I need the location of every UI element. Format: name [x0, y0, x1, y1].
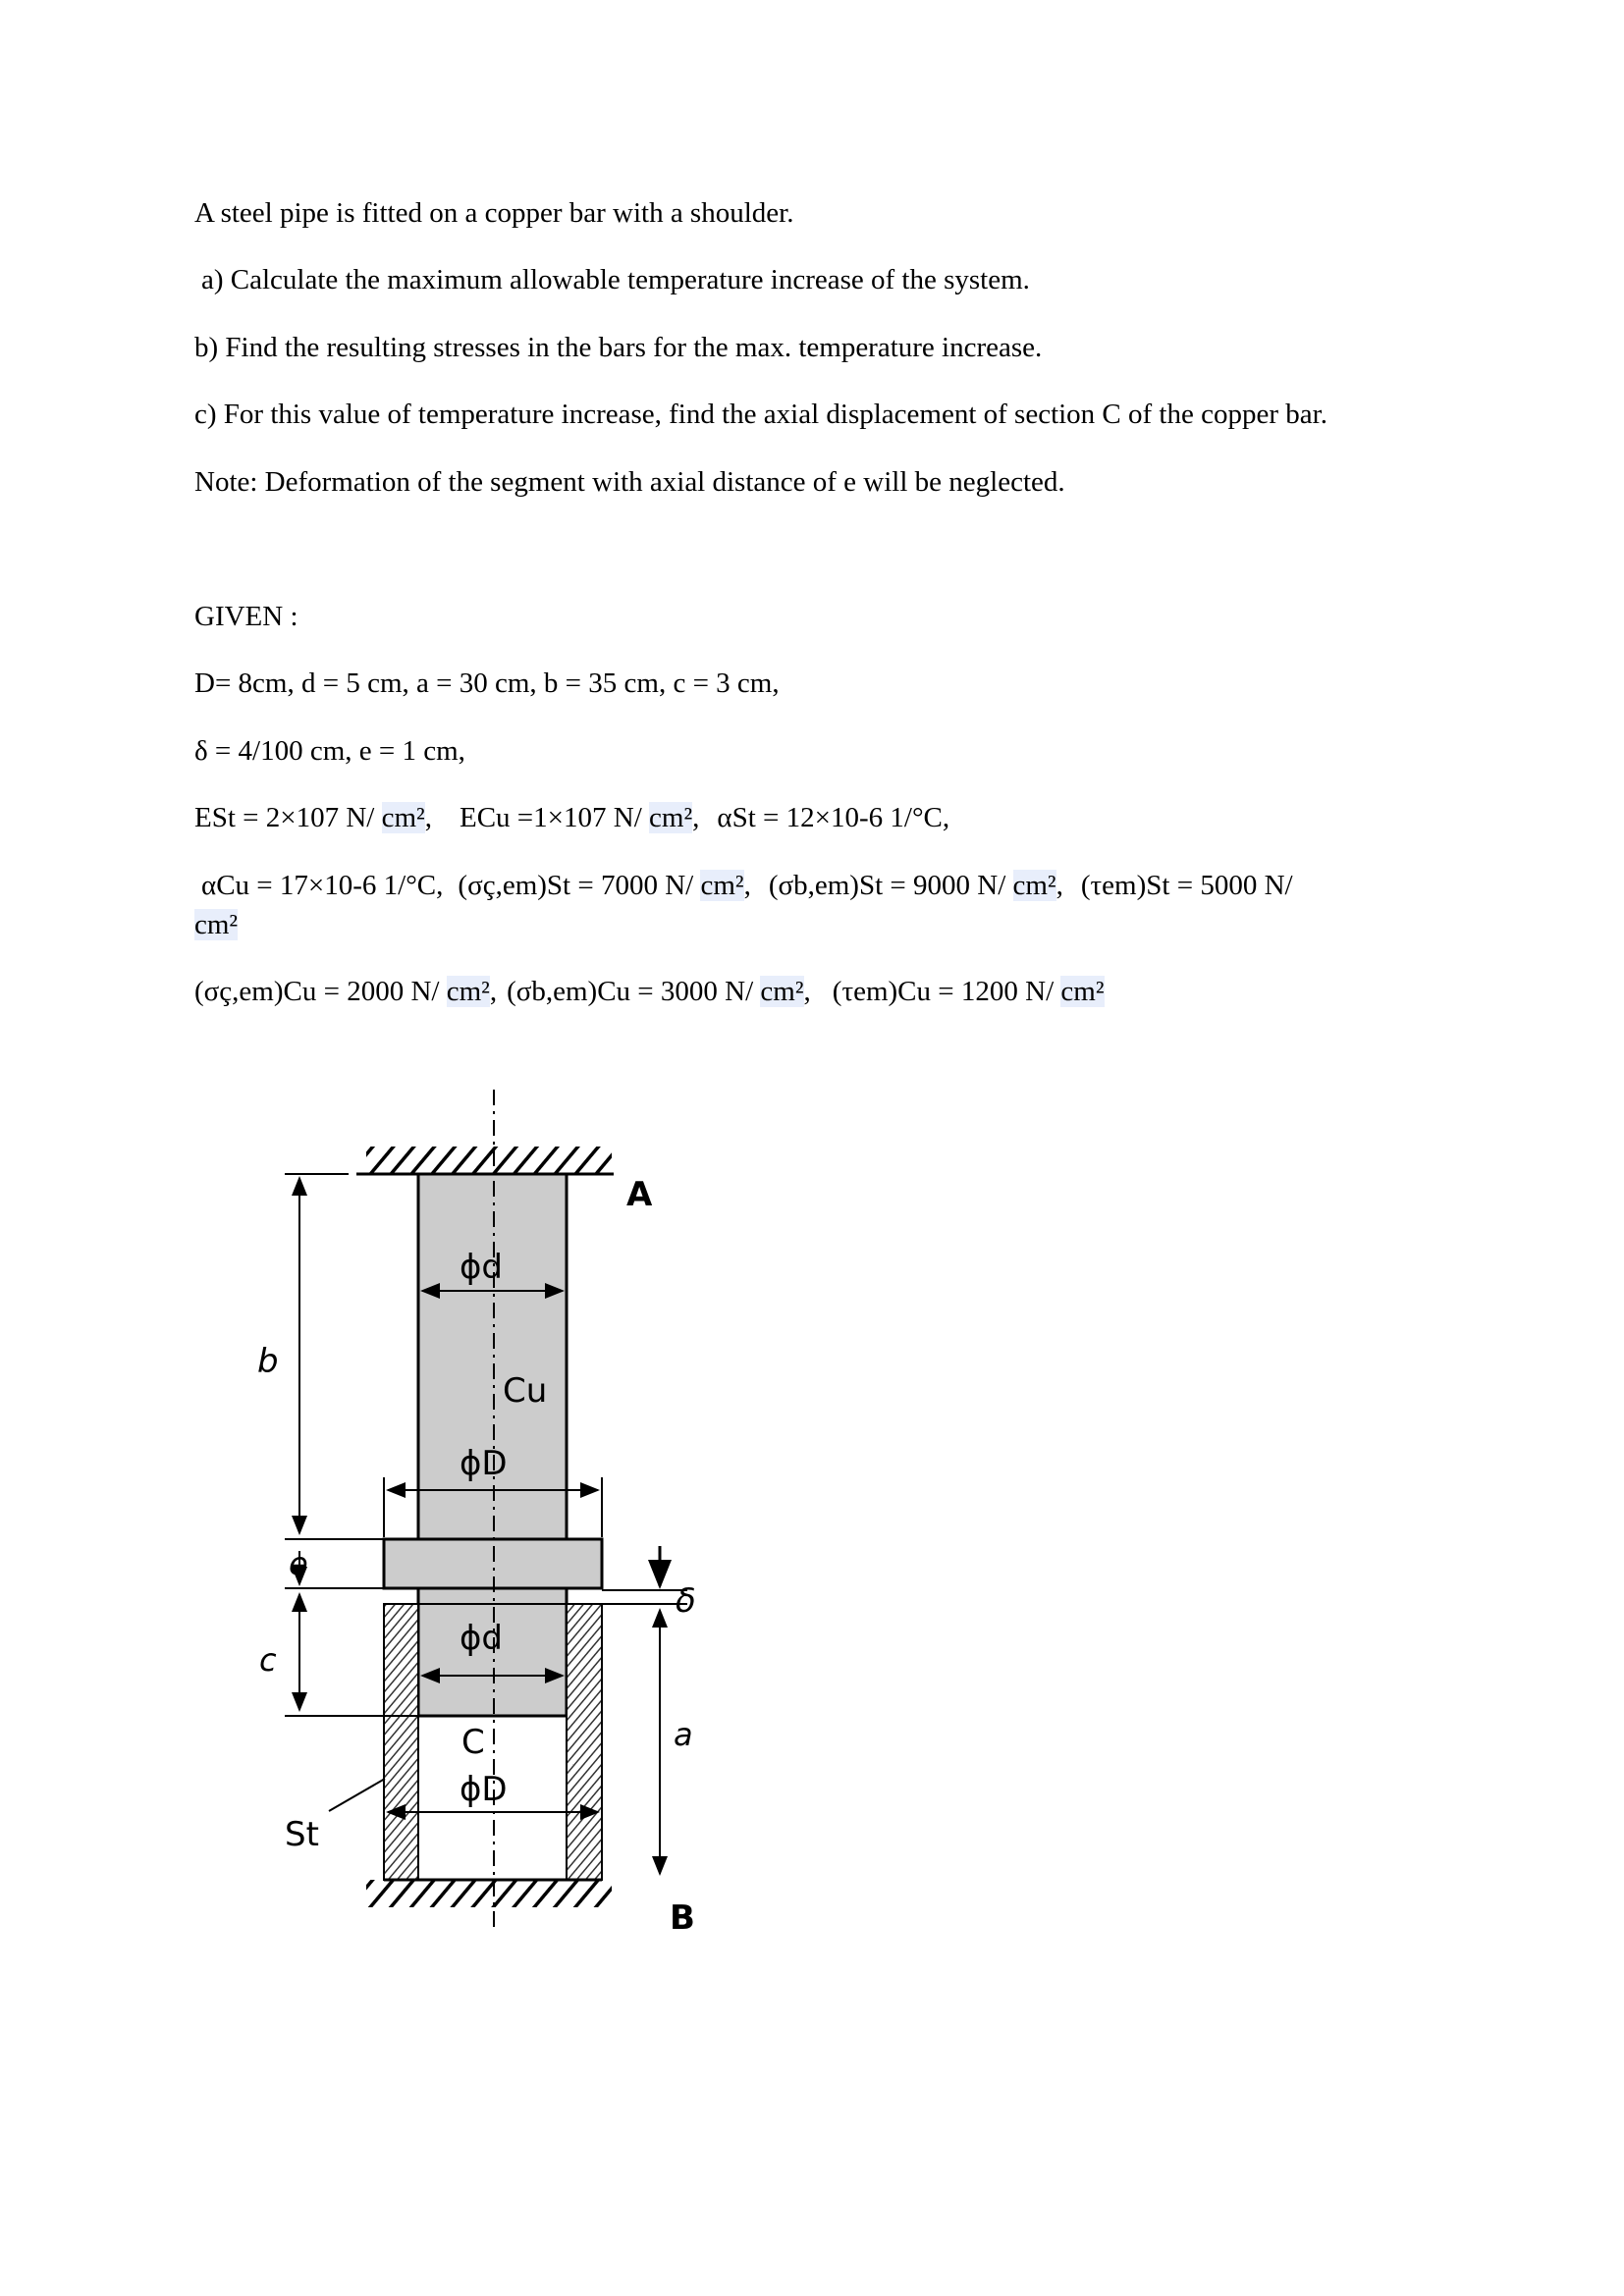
given-dims-2: δ = 4/100 cm, e = 1 cm, [194, 735, 465, 767]
label-B: B [670, 1898, 695, 1938]
alpha-st-text: αSt = 12×10-6 1/°C, [717, 802, 950, 833]
label-phi-d-lower: ϕd [460, 1619, 504, 1658]
sig-c-st-text: (σç,em)St = 7000 N/ [458, 870, 701, 901]
given-copper-stresses: (σç,em)Cu = 2000 N/ cm², (σb,em)Cu = 3000 N/ cm², (τem)Cu = 1200 N/ cm² [194, 976, 1105, 1007]
part-a: a) Calculate the maximum allowable temperature increase of the system. [201, 264, 1030, 295]
copper-bar-upper [418, 1174, 567, 1539]
unit-highlight: cm² [381, 802, 425, 833]
label-Cu: Cu [503, 1371, 548, 1411]
given-steel-stresses: αCu = 17×10-6 1/°C, (σç,em)St = 7000 N/ cm², (σb,em)St = 9000 N/ cm², (τem)St = 5000 N/ [201, 870, 1293, 901]
sig-b-cu-text: (σb,em)Cu = 3000 N/ [507, 976, 761, 1007]
part-c: c) For this value of temperature increase, find the axial displacement of section C of the copper bar. [194, 399, 1327, 430]
label-a: a [674, 1716, 693, 1753]
label-St: St [285, 1815, 319, 1854]
st-leader [329, 1779, 385, 1811]
unit-highlight: cm² [700, 870, 744, 901]
label-c: c [259, 1641, 277, 1679]
label-phi-D-lower: ϕD [460, 1770, 508, 1809]
est-text: ESt = 2×107 N/ [194, 802, 382, 833]
unit-highlight: cm² [194, 909, 239, 940]
tau-cu-text: (τem)Cu = 1200 N/ [832, 976, 1061, 1007]
dimension-delta [602, 1546, 687, 1604]
label-phi-d-top: ϕd [460, 1248, 504, 1287]
sig-b-st-text: (σb,em)St = 9000 N/ [768, 870, 1013, 901]
label-b: b [257, 1342, 279, 1381]
label-delta: δ [676, 1581, 696, 1621]
label-A: A [626, 1175, 653, 1214]
given-heading: GIVEN : [194, 601, 298, 632]
steel-pipe-left-wall [384, 1604, 418, 1880]
tau-st-text: (τem)St = 5000 N/ [1080, 870, 1293, 901]
alpha-cu-text: αCu = 17×10-6 1/°C, [201, 870, 444, 901]
label-e: e [289, 1545, 308, 1582]
note: Note: Deformation of the segment with axial distance of e will be neglected. [194, 466, 1065, 498]
label-C: C [461, 1723, 485, 1762]
given-moduli: ESt = 2×107 N/ cm², ECu =1×107 N/ cm², αSt = 12×10-6 1/°C, [194, 802, 950, 833]
steel-pipe-right-wall [567, 1604, 602, 1880]
label-phi-D-top: ϕD [460, 1444, 508, 1483]
unit-highlight: cm² [1012, 870, 1056, 901]
top-support [356, 1142, 614, 1174]
unit-highlight: cm² [1060, 976, 1105, 1007]
ecu-text: ECu =1×107 N/ [460, 802, 650, 833]
problem-intro: A steel pipe is fitted on a copper bar with a shoulder. [194, 197, 794, 229]
unit-highlight: cm² [649, 802, 693, 833]
sig-c-cu-text: (σç,em)Cu = 2000 N/ [194, 976, 447, 1007]
unit-highlight: cm² [446, 976, 490, 1007]
unit-highlight: cm² [760, 976, 804, 1007]
part-b: b) Find the resulting stresses in the bars for the max. temperature increase. [194, 332, 1043, 363]
dimension-b [285, 1174, 383, 1539]
bottom-support [366, 1880, 612, 1912]
given-dims-1: D= 8cm, d = 5 cm, a = 30 cm, b = 35 cm, c = 3 cm, [194, 667, 780, 699]
